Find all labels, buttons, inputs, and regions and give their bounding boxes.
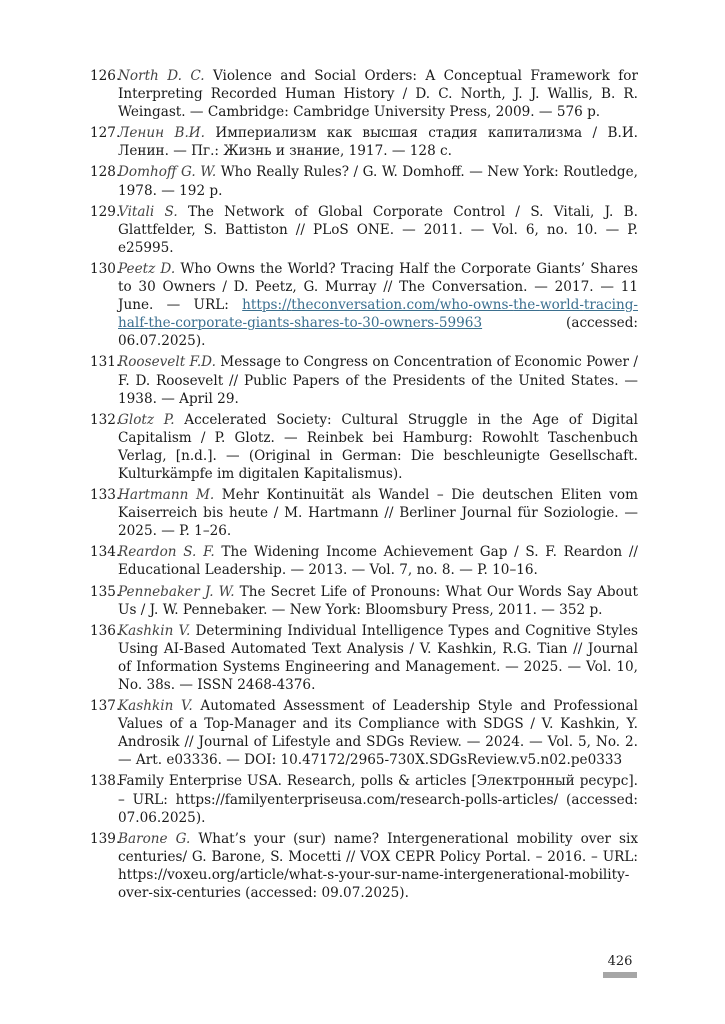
reference-text: Who Really Rules? / G. W. Domhoff. — New York: Routledge, 1978. — 192 p. <box>118 164 638 199</box>
reference-number: 127. <box>90 125 121 142</box>
reference-text: Accelerated Society: Cultural Struggle in the Age of Digital Capitalism / P. Glotz. — Reinbek bei Hamburg: Rowohlt Taschenbuch Verlag, [n.d.]. — (Original in German: Die beschleunigte Gesellschaft. Kulturkämpfe im digitalen Kapitalismus). <box>118 411 638 482</box>
reference-number: 139. <box>90 830 121 847</box>
reference-text: Violence and Social Orders: A Conceptual Framework for Interpreting Recorded Human History / D. C. North, J. J. Wallis, B. R. Weingast. — Cambridge: Cambridge University Press, 2009. — 576 p. <box>118 68 638 121</box>
reference-text: The Network of Global Corporate Control / S. Vitali, J. B. Glattfelder, S. Battiston // PLoS ONE. — 2011. — Vol. 6, no. 10. — P. e25995. <box>118 203 638 256</box>
reference-item <box>90 543 638 579</box>
reference-number: 137. <box>90 698 121 715</box>
reference-item <box>90 697 638 769</box>
reference-author: Reardon S. F. <box>118 544 215 561</box>
reference-item <box>90 203 638 257</box>
reference-text: Determining Individual Intelligence Types and Cognitive Styles Using AI-Based Automated Text Analysis / V. Kashkin, R.G. Tian // Journal of Information Systems Engineering and Management. — 2025. — Vol. 10, No. 38s. — ISSN 2468-4376. <box>118 622 639 693</box>
reference-author: Ленин В.И. <box>118 125 205 142</box>
reference-text: Mehr Kontinuität als Wandel – Die deutschen Eliten vom Kaiserreich bis heute / M. Hartmann // Berliner Journal für Soziologie. — 2025. — P. 1–26. <box>118 487 638 540</box>
reference-item <box>90 163 638 199</box>
reference-author: Kashkin V. <box>118 622 191 639</box>
reference-number: 128. <box>90 164 121 181</box>
reference-text: Who Owns the World? Tracing Half the Corporate Giants’ Shares to 30 Owners / D. Peetz, G. Murray // The Conversation. — 2017. — 11 June. — URL: <box>118 260 638 314</box>
reference-number: 135. <box>90 583 121 600</box>
reference-text-after: (accessed: 06.07.2025). <box>118 315 638 350</box>
reference-number: 132. <box>90 411 121 428</box>
page-number: 426 <box>607 954 633 969</box>
reference-item <box>90 772 638 826</box>
reference-text: The Secret Life of Pronouns: What Our Words Say About Us / J. W. Pennebaker. — New York: Bloomsbury Press, 2011. — 352 p. <box>118 583 638 618</box>
reference-item <box>90 583 638 619</box>
reference-author: Barone G. <box>118 830 191 847</box>
reference-text: Family Enterprise USA. Research, polls & articles [Электронный ресурс]. – URL: https://familyenterpriseusa.com/research-polls-articles/ (accessed: 07.06.2025). <box>118 773 638 826</box>
reference-author: Domhoff G. W. <box>118 164 217 181</box>
reference-number: 133. <box>90 487 121 504</box>
reference-number: 138. <box>90 773 121 790</box>
page-number-bar <box>603 972 637 978</box>
reference-link[interactable]: https://theconversation.com/who-owns-the-world-tracing-half-the-corporate-giants-shares-to-30-owners-59963 <box>118 297 638 332</box>
reference-item <box>90 486 638 540</box>
reference-item <box>90 622 638 694</box>
reference-number: 131. <box>90 354 121 371</box>
reference-item <box>90 260 638 350</box>
reference-list <box>90 67 638 905</box>
reference-item <box>90 67 638 121</box>
reference-item <box>90 830 638 902</box>
reference-number: 129. <box>90 203 121 220</box>
reference-number: 126. <box>90 68 121 84</box>
reference-author: Vitali S. <box>118 203 178 220</box>
reference-author: Hartmann M. <box>118 487 215 504</box>
page-footer <box>603 954 637 978</box>
reference-item <box>90 353 638 407</box>
reference-text: Automated Assessment of Leadership Style and Professional Values of a Top-Manager and its Compliance with SDGS / V. Kashkin, Y. Androsik // Journal of Lifestyle and SDGs Review. — 2024. — Vol. 5, No. 2. — Art. e03336. — DOI: 10.47172/2965-730X.SDGsReview.v5.n02.pe0333 <box>118 698 638 769</box>
reference-author: Roosevelt F.D. <box>118 354 216 371</box>
reference-text: Message to Congress on Concentration of Economic Power / F. D. Roosevelt // Public Papers of the Presidents of the United States. — 1938. — April 29. <box>118 354 638 407</box>
reference-author: Peetz D. <box>118 260 176 277</box>
reference-author: Kashkin V. <box>118 698 193 715</box>
reference-number: 130. <box>90 260 121 277</box>
reference-number: 136. <box>90 622 121 639</box>
reference-text: Империализм как высшая стадия капитализма / В.И. Ленин. — Пг.: Жизнь и знание, 1917. — 128 с. <box>118 125 638 160</box>
reference-number: 134. <box>90 544 121 561</box>
reference-author: North D. C. <box>118 68 205 84</box>
reference-item <box>90 124 638 160</box>
reference-item <box>90 411 638 483</box>
reference-author: Glotz P. <box>118 411 175 428</box>
reference-author: Pennebaker J. W. <box>118 583 235 600</box>
reference-text: What’s your (sur) name? Intergenerational mobility over six centuries/ G. Barone, S. Mocetti // VOX CEPR Policy Portal. – 2016. – URL: https://voxeu.org/article/what-s-your-sur-name-intergenerational-mobility-over-six-centuries (accessed: 09.07.2025). <box>118 830 638 902</box>
reference-text: The Widening Income Achievement Gap / S. F. Reardon // Educational Leadership. — 2013. — Vol. 7, no. 8. — P. 10–16. <box>118 544 638 579</box>
